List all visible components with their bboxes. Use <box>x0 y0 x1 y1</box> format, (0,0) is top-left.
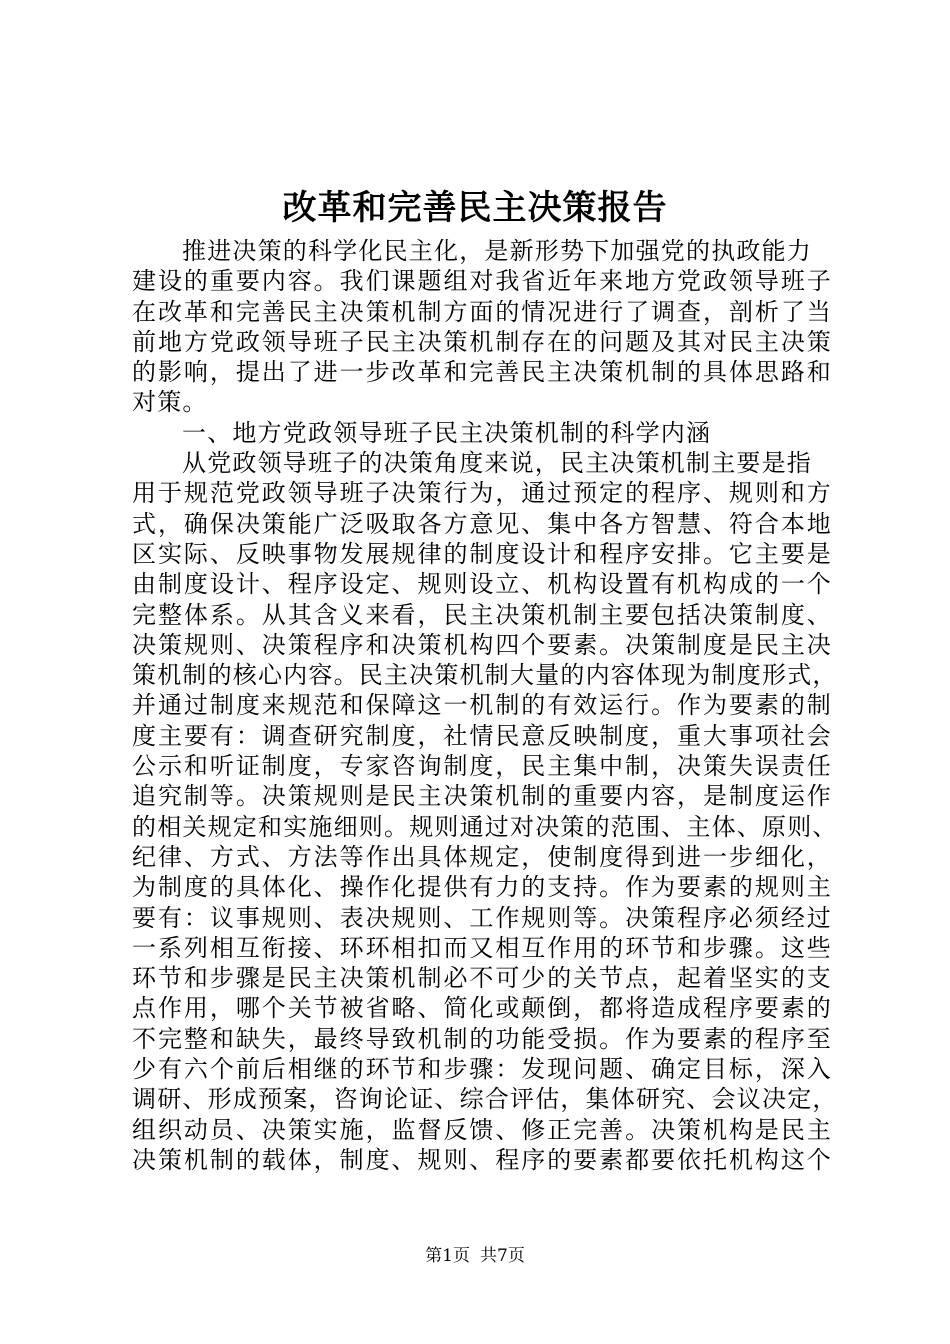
text-line: 在改革和完善民主决策机制方面的情况进行了调查，剖析了当 <box>132 297 832 326</box>
page-number: 第1页 <box>425 1246 470 1266</box>
text-line: 决策规则、决策程序和决策机构四个要素。决策制度是民主决 <box>132 630 832 659</box>
text-line: 度主要有：调查研究制度，社情民意反映制度，重大事项社会 <box>132 721 832 750</box>
text-line: 纪律、方式、方法等作出具体规定，使制度得到进一步细化， <box>132 842 832 871</box>
text-line: 由制度设计、程序设定、规则设立、机构设置有机构成的一个 <box>132 570 832 599</box>
page-footer <box>0 1244 950 1268</box>
text-line: 并通过制度来规范和保障这一机制的有效运行。作为要素的制 <box>132 691 832 720</box>
document-body <box>132 236 838 1175</box>
text-line: 环节和步骤是民主决策机制必不可少的关节点，起着坚实的支 <box>132 964 832 993</box>
text-line: 为制度的具体化、操作化提供有力的支持。作为要素的规则主 <box>132 873 832 902</box>
text-line: 决策机制的载体，制度、规则、程序的要素都要依托机构这个 <box>132 1145 832 1174</box>
text-line: 从党政领导班子的决策角度来说，民主决策机制主要是指 <box>182 449 812 478</box>
text-line: 用于规范党政领导班子决策行为，通过预定的程序、规则和方 <box>132 479 832 508</box>
text-line: 要有：议事规则、表决规则、工作规则等。决策程序必须经过 <box>132 903 832 932</box>
page-title: 改革和完善民主决策报告 <box>282 188 668 228</box>
section-heading: 一、地方党政领导班子民主决策机制的科学内涵 <box>182 418 712 447</box>
text-line: 少有六个前后相继的环节和步骤：发现问题、确定目标，深入 <box>132 1055 832 1084</box>
text-line: 完整体系。从其含义来看，民主决策机制主要包括决策制度、 <box>132 600 832 629</box>
text-line: 不完整和缺失，最终导致机制的功能受损。作为要素的程序至 <box>132 1024 832 1053</box>
text-line: 组织动员、决策实施，监督反馈、修正完善。决策机构是民主 <box>132 1115 832 1144</box>
text-line: 的影响，提出了进一步改革和完善民主决策机制的具体思路和 <box>132 358 832 387</box>
text-line: 式，确保决策能广泛吸取各方意见、集中各方智慧、符合本地 <box>132 509 832 538</box>
page-total: 共7页 <box>480 1246 525 1266</box>
text-line: 推进决策的科学化民主化，是新形势下加强党的执政能力 <box>182 237 812 265</box>
text-line: 点作用，哪个关节被省略、简化或颠倒，都将造成程序要素的 <box>132 994 832 1023</box>
text-line: 策机制的核心内容。民主决策机制大量的内容体现为制度形式， <box>132 661 838 690</box>
text-line: 追究制等。决策规则是民主决策机制的重要内容，是制度运作 <box>132 782 832 811</box>
text-line: 区实际、反映事物发展规律的制度设计和程序安排。它主要是 <box>132 539 832 568</box>
text-line: 对策。 <box>132 388 208 417</box>
text-line: 一系列相互衔接、环环相扣而又相互作用的环节和步骤。这些 <box>132 933 832 962</box>
text-line: 前地方党政领导班子民主决策机制存在的问题及其对民主决策 <box>132 327 832 356</box>
text-line: 公示和听证制度，专家咨询制度，民主集中制，决策失误责任 <box>132 752 832 781</box>
text-line: 调研、形成预案，咨询论证、综合评估，集体研究、会议决定， <box>132 1085 838 1114</box>
text-line: 的相关规定和实施细则。规则通过对决策的范围、主体、原则、 <box>132 812 838 841</box>
text-line: 建设的重要内容。我们课题组对我省近年来地方党政领导班子 <box>132 267 832 296</box>
